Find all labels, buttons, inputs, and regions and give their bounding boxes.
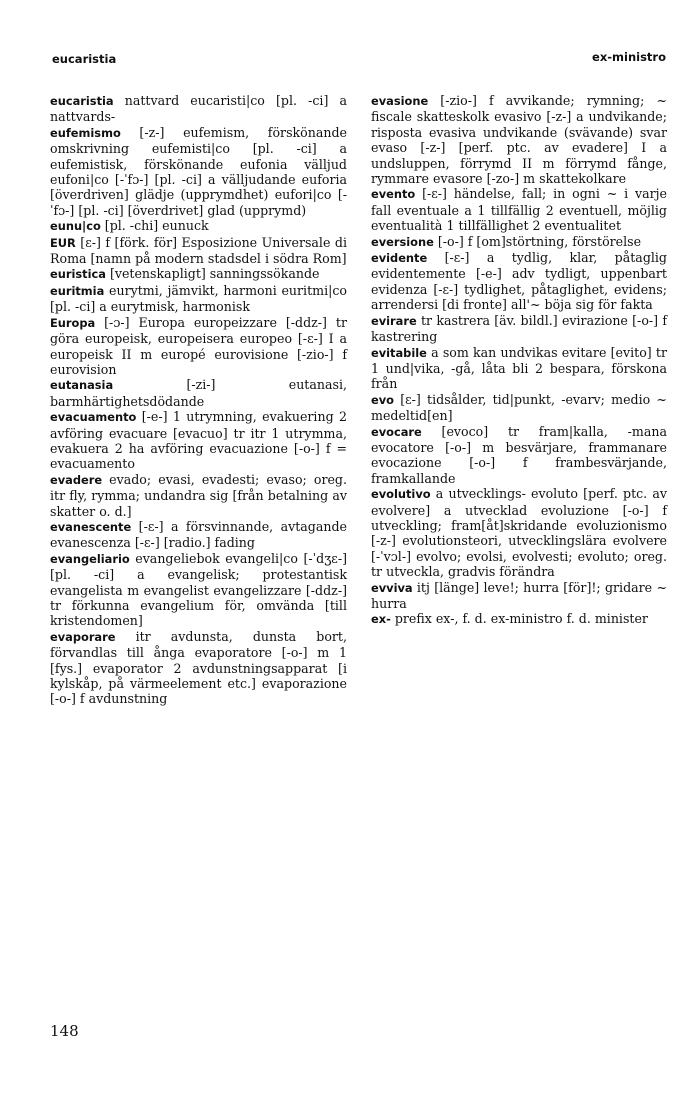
header-right-guide-word: ex-ministro (592, 50, 666, 64)
dictionary-entry (50, 283, 347, 315)
dictionary-entry (50, 235, 347, 267)
dictionary-entry (50, 315, 347, 378)
dictionary-entry (371, 186, 667, 233)
dictionary-entry (371, 250, 667, 313)
dictionary-entry (371, 392, 667, 424)
entry-definition: prefix ex-, f. d. ex-ministro f. d. minister (390, 611, 648, 627)
entry-definition: [-ɛ-] händelse, fall; in ogni ~ i varje fall eventuale a 1 tillfällig 2 eventuell, möjlig eventualità 1 tillfällighet 2 eventualitet (371, 186, 667, 234)
entry-headword: evangeliario (50, 551, 130, 566)
entry-headword: evolutivo (371, 487, 431, 502)
entry-headword: evaporare (50, 629, 116, 644)
entry-definition: [ɛ-] f [förk. för] Esposizione Universale di Roma [namn på modern stadsdel i södra Rom] (50, 234, 347, 267)
dictionary-entry (371, 611, 667, 627)
entry-headword: ex- (371, 612, 391, 627)
entry-headword: eutanasia (50, 378, 114, 393)
entry-headword: eunu|co (50, 219, 101, 234)
entry-headword: evitabile (371, 345, 427, 360)
entry-headword: euritmia (50, 283, 105, 298)
dictionary-entry (371, 580, 667, 612)
running-header (52, 52, 666, 70)
right-column (371, 93, 667, 628)
entry-definition: itr avdunsta, dunsta bort, förvandlas till ånga evaporatore [-o-] m 1 [fys.] evaporator 2 avdunstningsapparat [i kylskåp, på värmeelement etc.] evaporazione [-o-] f avdunstning (50, 628, 347, 707)
dictionary-entry (371, 486, 667, 579)
entry-headword: evacuamento (50, 410, 137, 425)
entry-definition: evangeliebok evangeli|co [-ˈdʒɛ-] [pl. -ci] a evangelisk; protestantisk evangelista m evangelist evangelizzare [-ddz-] tr förkunna evangelium för, omvända [till kristendomen] (50, 550, 347, 629)
entry-definition: a utvecklings- evoluto [perf. ptc. av evolvere] a utvecklad evoluzione [-o-] f utveckling; fram[åt]skridande evoluzionismo [-z-] evolutionsteori, utvecklingslära evolvere [-ˈvɔl-] evolvo; evolsi, evolvesti; evoluto; oreg. tr utveckla, gradvis förändra (371, 486, 667, 580)
entry-headword: evasione (371, 94, 429, 108)
dictionary-entry (371, 93, 667, 186)
entry-headword: EUR (50, 235, 76, 250)
page-number: 148 (50, 1022, 79, 1040)
entry-definition: [-zi-] eutanasi, barmhärtighetsdödande (50, 377, 347, 409)
entry-definition: [evoco] tr fram|kalla, -mana evocatore [-o-] m besvärjare, frammanare evocazione [-o-] f frambesvärjande, framkallande (371, 423, 667, 486)
entry-headword: eversione (371, 234, 434, 249)
dictionary-entry (371, 345, 667, 392)
dictionary-entry (50, 93, 347, 125)
entry-headword: Europa (50, 315, 96, 330)
dictionary-entry (50, 409, 347, 472)
entry-definition: nattvard eucaristi|co [pl. -ci] a nattvards- (50, 93, 347, 125)
entry-headword: evento (371, 187, 416, 202)
entry-headword: evidente (371, 251, 428, 266)
entry-headword: evo (371, 392, 394, 407)
entry-definition: [-zio-] f avvikande; rymning; ~ fiscale skatteskolk evasivo [-z-] a undvikande; risposta evasiva undvikande (svävande) svar evaso [-z-] [perf. ptc. av evadere] I a undsluppen, förrymd II m förrymd fånge, rymmare evasore [-zo-] m skattekolkare (371, 93, 667, 187)
entry-definition: [-z-] eufemism, förskönande omskrivning eufemisti|co [pl. -ci] a eufemistisk, förskönande eufonia välljud eufoni|co [-ˈfɔ-] [pl. -ci] a välljudande euforia [överdriven] glädje (upprymdhet) eufori|co [-ˈfɔ-] [pl. -ci] [överdrivet] glad (upprymd) (50, 124, 347, 218)
dictionary-entry (50, 551, 347, 629)
dictionary-entry (50, 266, 347, 282)
entry-headword: evirare (371, 313, 417, 328)
entry-definition: [-e-] 1 utrymning, evakuering 2 avföring evacuare [evacuo] tr itr 1 utrymma, evakuera 2 ha avföring evacuazione [-o-] f = evacuamento (50, 409, 347, 472)
entry-headword: eufemismo (50, 125, 121, 140)
dictionary-entry (371, 234, 667, 250)
entry-definition: [-ɔ-] Europa europeizzare [-ddz-] tr göra europeisk, europeisera europeo [-ɛ-] I a europeisk II m europé eurovisione [-zio-] f eurovision (50, 314, 347, 377)
dictionary-entry (50, 377, 347, 409)
entry-headword: evviva (371, 580, 413, 595)
entry-definition: [ɛ-] tidsålder, tid|punkt, -evarv; medio ~ medeltid[en] (371, 391, 667, 424)
entry-definition: [-ɛ-] a tydlig, klar, påtaglig evidentemente [-e-] adv tydligt, uppenbart evidenza [-ɛ-] tydlighet, påtaglighet, evidens; arrendersi [di fronte] all'~ böja sig för fakta (371, 250, 667, 313)
dictionary-entry (50, 472, 347, 519)
entry-definition: [pl. -chi] eunuck (100, 218, 209, 234)
dictionary-entry (50, 629, 347, 707)
entry-definition: a som kan undvikas evitare [evito] tr 1 und|vika, -gå, låta bli 2 bespara, förskona från (371, 344, 667, 392)
entry-definition: tr kastrera [äv. bildl.] evirazione [-o-] f kastrering (371, 312, 667, 345)
header-left-guide-word: eucaristia (52, 52, 117, 66)
entry-headword: euristica (50, 267, 106, 282)
entry-definition: [vetenskapligt] sanningssökande (105, 266, 320, 282)
entry-headword: eucaristia (50, 94, 114, 108)
left-column (50, 93, 347, 707)
dictionary-entry (50, 218, 347, 234)
entry-definition: [-ɛ-] a försvinnande, avtagande evanescenza [-ɛ-] [radio.] fading (50, 518, 347, 551)
dictionary-entry (371, 424, 667, 487)
entry-definition: itj [länge] leve!; hurra [för]!; gridare ~ hurra (371, 579, 667, 611)
entry-definition: evado; evasi, evadesti; evaso; oreg. itr fly, rymma; undandra sig [från betalning av skatter o. d.] (50, 471, 347, 519)
entry-definition: [-o-] f [om]störtning, förstörelse (433, 233, 642, 249)
entry-definition: eurytmi, jämvikt, harmoni euritmi|co [pl. -ci] a eurytmisk, harmonisk (50, 282, 347, 315)
entry-headword: evocare (371, 424, 422, 439)
entry-headword: evadere (50, 472, 103, 487)
dictionary-entry (50, 519, 347, 551)
dictionary-entry (371, 313, 667, 345)
dictionary-entry (50, 125, 347, 218)
entry-headword: evanescente (50, 519, 132, 534)
